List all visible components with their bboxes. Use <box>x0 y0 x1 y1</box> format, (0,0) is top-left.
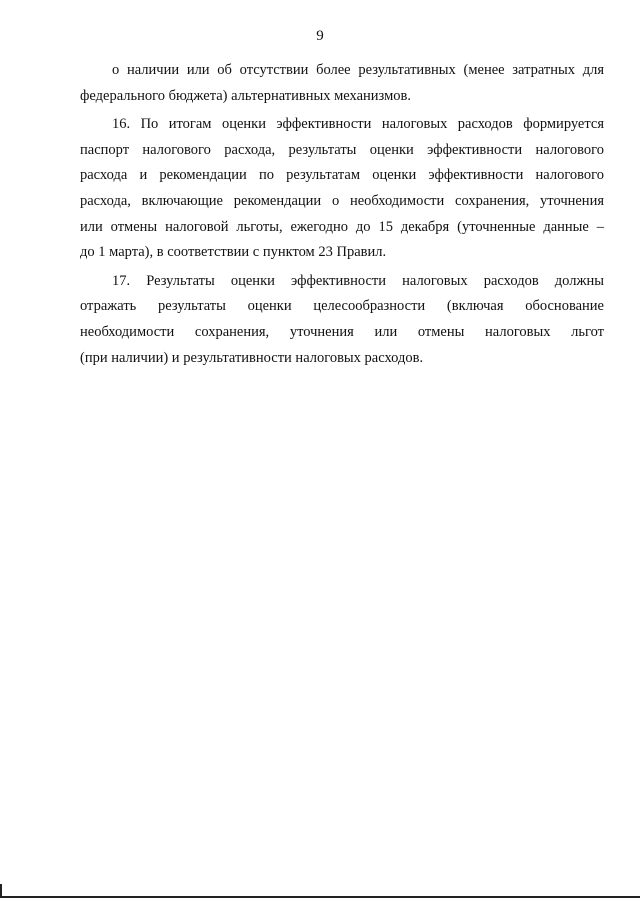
page-number: 9 <box>316 28 324 44</box>
text-line: паспорт налогового расхода, результаты оценки эффективности налогового <box>80 141 604 158</box>
document-body <box>80 58 604 371</box>
text-line: 16. По итогам оценки эффективности налоговых расходов формируется <box>112 116 604 133</box>
text-line: расхода, включающие рекомендации о необходимости сохранения, уточнения <box>80 192 604 209</box>
text-line: (при наличии) и результативности налоговых расходов. <box>80 349 424 366</box>
scan-left-edge <box>0 884 2 898</box>
paragraph-16 <box>80 112 604 266</box>
text-line: отражать результаты оценки целесообразности (включая обоснование <box>80 298 604 315</box>
text-line: необходимости сохранения, уточнения или отмены налоговых льгот <box>80 323 604 340</box>
text-line: о наличии или об отсутствии более результативных (менее затратных для <box>112 62 604 78</box>
text-line: расхода и рекомендации по результатам оценки эффективности налогового <box>80 167 604 184</box>
paragraph-continuation <box>80 58 604 109</box>
text-line: федерального бюджета) альтернативных механизмов. <box>80 87 411 104</box>
text-line: или отмены налоговой льготы, ежегодно до 15 декабря (уточненные данные – <box>80 218 604 235</box>
paragraph-17 <box>80 269 604 371</box>
text-line: 17. Результаты оценки эффективности налоговых расходов должны <box>112 272 604 289</box>
text-line: до 1 марта), в соответствии с пунктом 23 Правил. <box>80 244 387 261</box>
